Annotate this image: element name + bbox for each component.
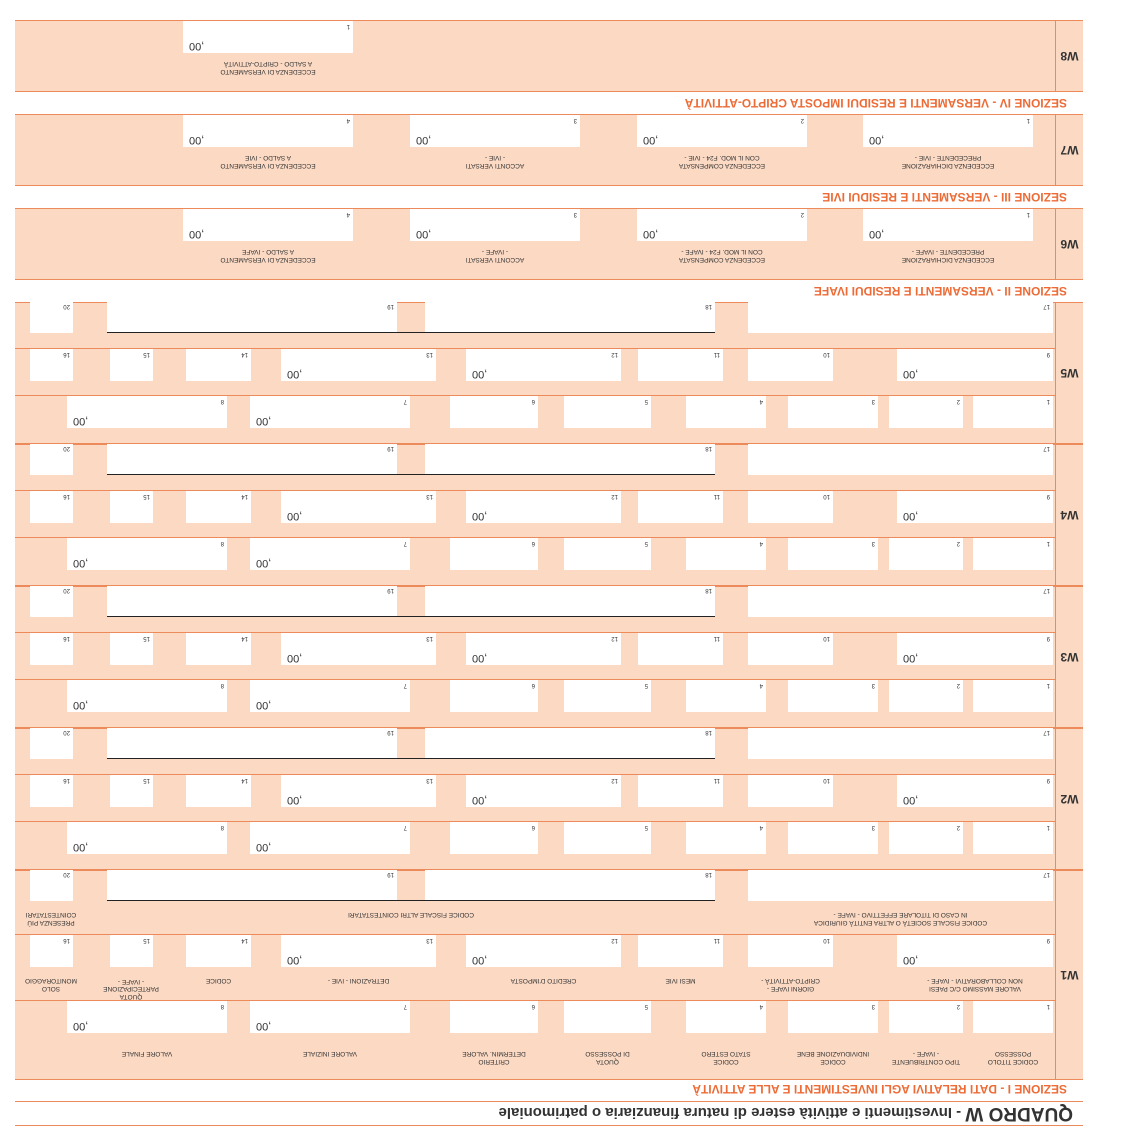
section-1-title: SEZIONE I - DATI RELATIVI AGLI INVESTIMENTI E ALLE ATTIVITÀ <box>692 1082 1067 1096</box>
w1-field-4[interactable]: 4 <box>686 1001 766 1033</box>
label-field-11: MESI IVIE <box>665 977 696 984</box>
label-field-10: GIORNI IVAFE - CRIPTO-ATTIVITÀ - <box>761 977 820 992</box>
label-field-1: CODICE TITOLO POSSESSO <box>987 1050 1039 1065</box>
row-code: W6 <box>1055 209 1083 279</box>
cripto-label-1: ECCEDENZA DI VERSAMENTO A SALDO - CRIPTO-ATTIVITÀ <box>220 60 316 75</box>
label-field-13: DETRAZIONI - IVIE - <box>327 977 390 984</box>
w1-field-2[interactable]: 2 <box>889 1001 963 1033</box>
row-code: W7 <box>1055 115 1083 185</box>
w1-field-11[interactable]: 11 <box>638 935 723 967</box>
w1-field-18[interactable]: 18 <box>425 869 715 901</box>
label-field-4: CODICE STATO ESTERO <box>701 1050 751 1065</box>
ivie-label-4: ECCEDENZA DI VERSAMENTO A SALDO - IVIE <box>220 154 316 169</box>
row-code: W5 <box>1055 303 1083 443</box>
label-field-8: VALORE FINALE <box>121 1050 173 1057</box>
label-field-3: CODICE INDIVIDUAZIONE BENE <box>796 1050 870 1065</box>
row-code: W8 <box>1055 21 1083 91</box>
ivie-label-2: ECCEDENZA COMPENSATA CON IL MOD. F24 - IVIE - <box>678 154 766 169</box>
quadro-subtitle: - Investimenti e attività estere di natura finanziaria o patrimoniale <box>498 1104 966 1121</box>
label-field-16: SOLO MONITORAGGIO <box>25 977 77 992</box>
label-field-7: VALORE INIZIALE <box>302 1050 358 1057</box>
label-field-2: TIPO CONTRIBUENTE - IVAFE - <box>891 1050 961 1065</box>
section-4-title: SEZIONE IV - VERSAMENTI E RESIDUI IMPOSTA CRIPTO-ATTIVITÀ <box>684 96 1067 110</box>
w1-field-17[interactable]: 17 <box>748 869 1053 901</box>
section-2-title: SEZIONE II - VERSAMENTI E RESIDUI IVAFE <box>813 284 1067 298</box>
label-field-9: VALORE MASSIMO C/C PAESI NON COLLABORATIVI - IVAFE - <box>927 977 1023 992</box>
row-w3: W3 1 2 3 4 5 6 7 ,00 8 ,00 9 ,00 10 11 12 ,00 13 ,00 14 15 16 17 18 19 20 <box>15 586 1083 728</box>
w1-field-14[interactable]: 14 <box>186 935 251 967</box>
w1-field-1[interactable]: 1 <box>973 1001 1053 1033</box>
w7-field-2[interactable]: 2 ,00 <box>637 115 807 147</box>
w6-field-3[interactable]: 3 ,00 <box>410 209 580 241</box>
page-title <box>499 1102 1073 1123</box>
quadro-label: QUADRO W <box>965 1103 1073 1124</box>
ivafe-label-1: ECCEDENZA DICHIARAZIONE PRECEDENTE - IVAFE - <box>901 248 995 263</box>
w1-field-9[interactable]: 9 ,00 <box>897 935 1053 967</box>
title-bottom-rule <box>15 1101 1083 1102</box>
row-code: W3 <box>1055 587 1083 727</box>
row-w1 <box>15 870 1083 1080</box>
w1-field-6[interactable]: 6 <box>450 1001 538 1033</box>
label-field-20: PRESENZA PIÙ COINTESTATARI <box>25 911 77 926</box>
section-3-title: SEZIONE III - VERSAMENTI E RESIDUI IVIE <box>822 190 1067 204</box>
row-w4: W4 1 2 3 4 5 6 7 ,00 8 ,00 9 ,00 10 11 12 ,00 13 ,00 14 15 16 17 18 19 20 <box>15 444 1083 586</box>
w7-field-4[interactable]: 4 ,00 <box>183 115 353 147</box>
title-top-rule <box>15 1125 1083 1126</box>
label-field-14: CODICE <box>205 977 232 984</box>
w6-field-1[interactable]: 1 ,00 <box>863 209 1033 241</box>
row-code: W2 <box>1055 729 1083 869</box>
row-w8 <box>15 20 1083 92</box>
label-field-18: CODICE FISCALE ALTRI COINTESTATARI <box>348 911 474 918</box>
w6-field-4[interactable]: 4 ,00 <box>183 209 353 241</box>
w1-field-7[interactable]: 7 ,00 <box>250 1001 410 1033</box>
w8-field-1[interactable]: 1 ,00 <box>183 21 353 53</box>
row-w2: W2 1 2 3 4 5 6 7 ,00 8 ,00 9 ,00 10 11 12 ,00 13 ,00 14 15 16 17 18 19 20 <box>15 728 1083 870</box>
w1-field-3[interactable]: 3 <box>788 1001 878 1033</box>
label-field-15: QUOTA PARTECIPAZIONE - IVAFE - <box>103 978 159 1000</box>
w1-field-5[interactable]: 5 <box>564 1001 651 1033</box>
w1-field-19[interactable]: 19 <box>107 869 397 901</box>
label-field-17: CODICE FISCALE SOCIETÀ O ALTRA ENTITÀ GIURIDICA IN CASO DI TITOLARE EFFETTIVO - IVAFE - <box>813 911 988 926</box>
w1-field-12[interactable]: 12 ,00 <box>466 935 621 967</box>
row-w7 <box>15 114 1083 186</box>
w1-field-20[interactable]: 20 <box>30 869 73 901</box>
w1-field-8[interactable]: 8 ,00 <box>67 1001 227 1033</box>
ivafe-label-3: ACCONTI VERSATI - IVAFE - <box>465 248 525 263</box>
w1-field-16[interactable]: 16 <box>30 935 73 967</box>
w6-field-2[interactable]: 2 ,00 <box>637 209 807 241</box>
w7-field-3[interactable]: 3 ,00 <box>410 115 580 147</box>
row-w5: W5 1 2 3 4 5 6 7 ,00 8 ,00 9 ,00 10 11 12 ,00 13 ,00 14 15 16 17 18 19 20 <box>15 302 1083 444</box>
w7-field-1[interactable]: 1 ,00 <box>863 115 1033 147</box>
label-field-6: CRITERIO DETERMIN. VALORE <box>462 1050 526 1065</box>
ivafe-label-4: ECCEDENZA DI VERSAMENTO A SALDO - IVAFE <box>220 248 316 263</box>
w1-field-13[interactable]: 13 ,00 <box>281 935 436 967</box>
row-w6 <box>15 208 1083 280</box>
ivie-label-1: ECCEDENZA DICHIARAZIONE PRECEDENTE - IVIE - <box>901 154 995 169</box>
label-field-5: QUOTA DI POSSESSO <box>585 1050 630 1065</box>
label-field-12: CREDITO D'IMPOSTA <box>510 977 577 984</box>
w1-field-15[interactable]: 15 <box>110 935 153 967</box>
w1-field-10[interactable]: 10 <box>748 935 833 967</box>
row-code: W1 <box>1055 871 1083 1079</box>
ivafe-label-2: ECCEDENZA COMPENSATA CON IL MOD. F24 - IVAFE - <box>678 248 766 263</box>
ivie-label-3: ACCONTI VERSATI - IVIE - <box>465 154 525 169</box>
row-code: W4 <box>1055 445 1083 585</box>
